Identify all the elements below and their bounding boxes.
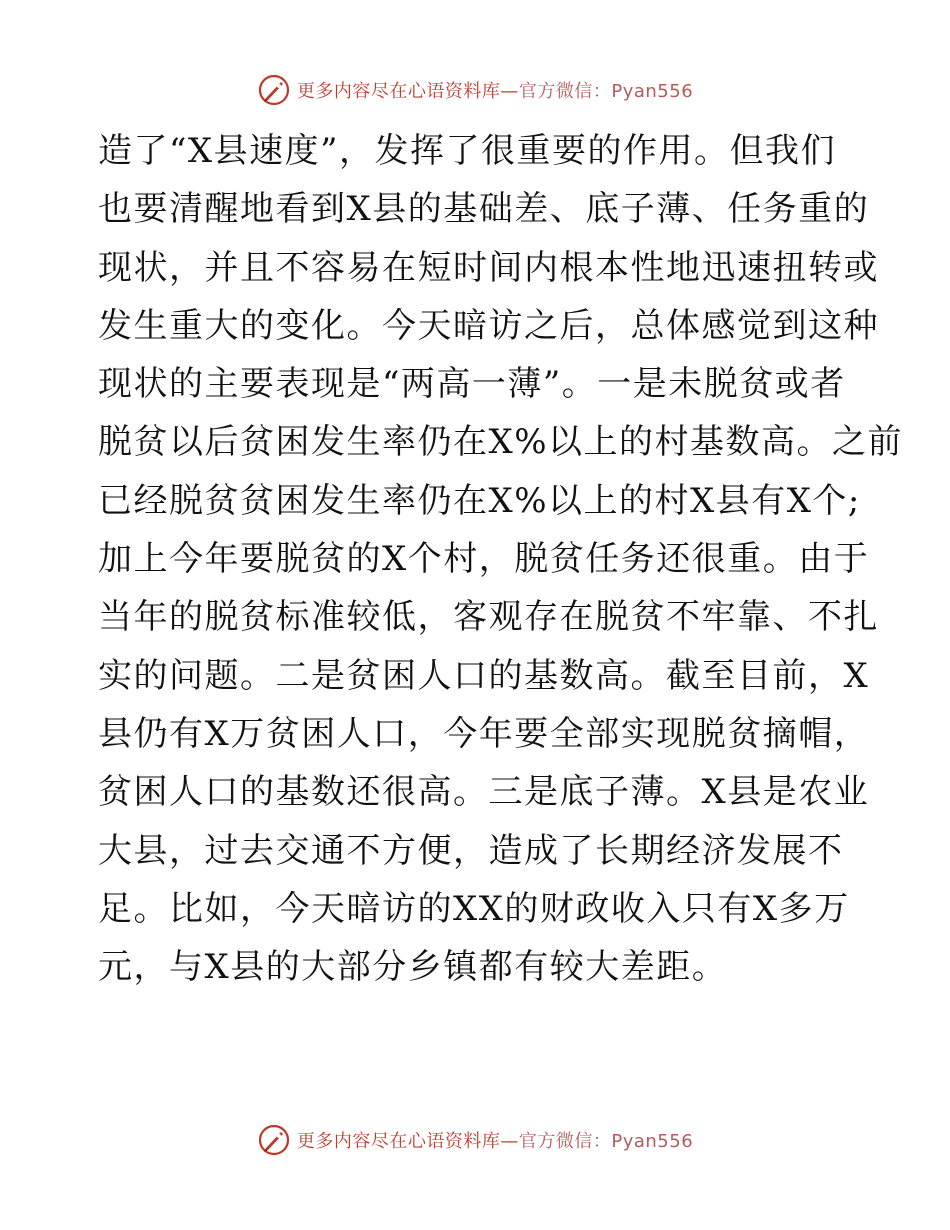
header-banner-title: 更多内容尽在心语资料库: [296, 81, 501, 102]
paragraph-line: 现状的主要表现是“两高一薄”。一是未脱贫或者: [98, 364, 846, 405]
footer-banner-title: 更多内容尽在心语资料库: [296, 1131, 501, 1152]
paragraph-line: 加上今年要脱贫的X个村，脱贫任务还很重。由于: [98, 539, 870, 580]
footer-banner: [0, 1120, 950, 1160]
paragraph-line: 造了“X县速度”，发挥了很重要的作用。但我们: [98, 131, 836, 171]
paragraph-line: 现状，并且不容易在短时间内根本性地迅速扭转或: [98, 247, 879, 288]
footer-banner-dash: —: [500, 1131, 519, 1152]
paragraph-line: 足。比如，今天暗访的XX的财政收入只有X多万: [98, 888, 850, 929]
paragraph-line: 发生重大的变化。今天暗访之后，总体感觉到这种: [98, 305, 879, 346]
paragraph-line: 脱贫以后贫困发生率仍在X%以上的村基数高。之前: [98, 422, 904, 463]
paragraph-line: 贫困人口的基数还很高。三是底子薄。X县是农业: [98, 772, 870, 813]
paragraph-line: 元，与X县的大部分乡镇都有较大差距。: [98, 947, 728, 988]
header-banner: [0, 70, 950, 110]
quill-pen-icon: [257, 73, 291, 107]
paragraph-line: 县仍有X万贫困人口，今年要全部实现脱贫摘帽，: [98, 713, 870, 754]
header-banner-dash: —: [500, 81, 519, 102]
document-body: [98, 122, 904, 996]
paragraph-line: 已经脱贫贫困发生率仍在X%以上的村X县有X个;: [98, 480, 861, 521]
header-banner-wechat: 官方微信：Pyan556: [518, 81, 694, 102]
paragraph-line: 也要清醒地看到X县的基础差、底子薄、任务重的: [98, 189, 870, 230]
footer-banner-wechat: 官方微信：Pyan556: [518, 1131, 694, 1152]
quill-pen-icon: [257, 1123, 291, 1157]
paragraph-line: 大县，过去交通不方便，造成了长期经济发展不: [98, 830, 844, 871]
paragraph-line: 当年的脱贫标准较低，客观存在脱贫不牢靠、不扎: [98, 597, 879, 638]
paragraph-line: 实的问题。二是贫困人口的基数高。截至目前，X: [98, 655, 870, 696]
